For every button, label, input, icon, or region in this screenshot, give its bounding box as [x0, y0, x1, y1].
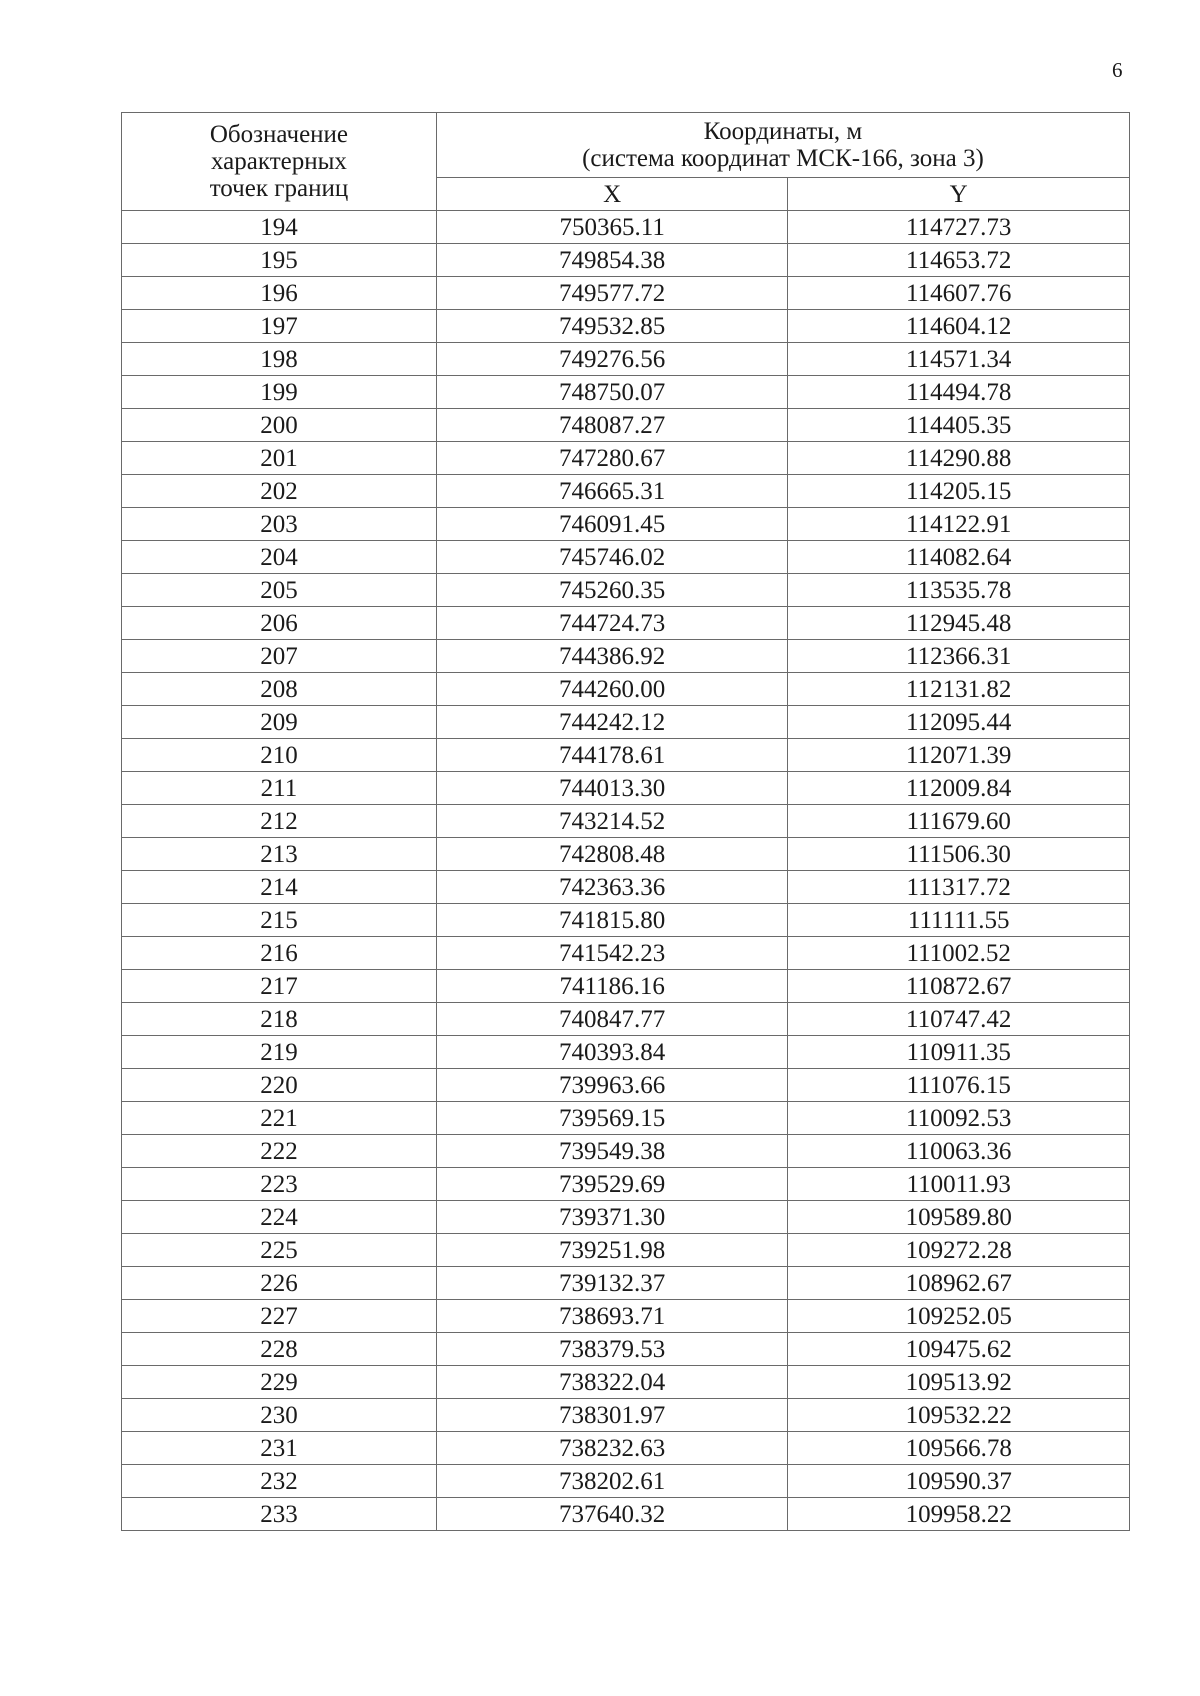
x-coordinate-cell: 748087.27: [436, 409, 788, 442]
y-coordinate-cell: 114494.78: [788, 376, 1130, 409]
y-coordinate-cell: 110063.36: [788, 1135, 1130, 1168]
point-number-cell: 211: [122, 772, 437, 805]
table-row: [122, 706, 1130, 739]
point-number-cell: 217: [122, 970, 437, 1003]
point-number-cell: 229: [122, 1366, 437, 1399]
table-row: [122, 871, 1130, 904]
x-coordinate-cell: 749577.72: [436, 277, 788, 310]
y-coordinate-cell: 109252.05: [788, 1300, 1130, 1333]
table-row: [122, 1069, 1130, 1102]
table-row: [122, 1267, 1130, 1300]
x-coordinate-cell: 738232.63: [436, 1432, 788, 1465]
point-number-cell: 198: [122, 343, 437, 376]
y-coordinate-cell: 114290.88: [788, 442, 1130, 475]
x-coordinate-cell: 738301.97: [436, 1399, 788, 1432]
table-body: [122, 211, 1130, 1531]
point-number-cell: 215: [122, 904, 437, 937]
y-coordinate-cell: 114607.76: [788, 277, 1130, 310]
y-coordinate-cell: 112095.44: [788, 706, 1130, 739]
table-row: [122, 310, 1130, 343]
table-row: [122, 508, 1130, 541]
point-number-cell: 223: [122, 1168, 437, 1201]
table-row: [122, 1399, 1130, 1432]
y-coordinate-cell: 110092.53: [788, 1102, 1130, 1135]
y-coordinate-cell: 109532.22: [788, 1399, 1130, 1432]
y-coordinate-cell: 114571.34: [788, 343, 1130, 376]
x-coordinate-cell: 747280.67: [436, 442, 788, 475]
x-coordinate-cell: 746665.31: [436, 475, 788, 508]
x-coordinate-cell: 740393.84: [436, 1036, 788, 1069]
point-number-cell: 201: [122, 442, 437, 475]
point-number-cell: 231: [122, 1432, 437, 1465]
x-coordinate-cell: 737640.32: [436, 1498, 788, 1531]
table-row: [122, 442, 1130, 475]
table-row: [122, 607, 1130, 640]
point-number-cell: 208: [122, 673, 437, 706]
coordinates-label-line: Координаты, м: [703, 118, 863, 145]
page-number: 6: [1112, 58, 1123, 82]
x-coordinate-cell: 739371.30: [436, 1201, 788, 1234]
point-number-cell: 196: [122, 277, 437, 310]
point-number-cell: 202: [122, 475, 437, 508]
point-label-header: [122, 113, 437, 211]
table-row: [122, 1300, 1130, 1333]
y-coordinate-cell: 111076.15: [788, 1069, 1130, 1102]
x-coordinate-cell: 739529.69: [436, 1168, 788, 1201]
x-coordinate-cell: 748750.07: [436, 376, 788, 409]
y-coordinate-cell: 114205.15: [788, 475, 1130, 508]
table-row: [122, 1036, 1130, 1069]
point-number-cell: 227: [122, 1300, 437, 1333]
table-row: [122, 1498, 1130, 1531]
x-coordinate-cell: 745260.35: [436, 574, 788, 607]
x-coordinate-cell: 738322.04: [436, 1366, 788, 1399]
table-row: [122, 937, 1130, 970]
y-coordinate-cell: 112131.82: [788, 673, 1130, 706]
x-column-header: X: [436, 178, 788, 211]
table-row: [122, 1003, 1130, 1036]
point-number-cell: 203: [122, 508, 437, 541]
point-label-line: Обозначение: [209, 121, 349, 148]
point-number-cell: 216: [122, 937, 437, 970]
x-coordinate-cell: 739569.15: [436, 1102, 788, 1135]
coordinates-label-line: (система координат МСК-166, зона 3): [582, 145, 984, 172]
point-number-cell: 222: [122, 1135, 437, 1168]
y-coordinate-cell: 110911.35: [788, 1036, 1130, 1069]
point-number-cell: 194: [122, 211, 437, 244]
table-row: [122, 1168, 1130, 1201]
table-row: [122, 376, 1130, 409]
point-number-cell: 199: [122, 376, 437, 409]
y-coordinate-cell: 114122.91: [788, 508, 1130, 541]
point-number-cell: 195: [122, 244, 437, 277]
point-number-cell: 205: [122, 574, 437, 607]
y-coordinate-cell: 112009.84: [788, 772, 1130, 805]
table-row: [122, 211, 1130, 244]
table-row: [122, 277, 1130, 310]
table-row: [122, 673, 1130, 706]
point-number-cell: 228: [122, 1333, 437, 1366]
point-number-cell: 204: [122, 541, 437, 574]
point-number-cell: 224: [122, 1201, 437, 1234]
x-coordinate-cell: 742808.48: [436, 838, 788, 871]
y-coordinate-cell: 114604.12: [788, 310, 1130, 343]
point-number-cell: 218: [122, 1003, 437, 1036]
y-coordinate-cell: 108962.67: [788, 1267, 1130, 1300]
y-coordinate-cell: 109272.28: [788, 1234, 1130, 1267]
point-number-cell: 232: [122, 1465, 437, 1498]
y-coordinate-cell: 109475.62: [788, 1333, 1130, 1366]
table-row: [122, 541, 1130, 574]
x-coordinate-cell: 738202.61: [436, 1465, 788, 1498]
table-row: [122, 739, 1130, 772]
table-row: [122, 904, 1130, 937]
x-coordinate-cell: 744724.73: [436, 607, 788, 640]
y-coordinate-cell: 109513.92: [788, 1366, 1130, 1399]
y-coordinate-cell: 111317.72: [788, 871, 1130, 904]
y-coordinate-cell: 112071.39: [788, 739, 1130, 772]
y-coordinate-cell: 110747.42: [788, 1003, 1130, 1036]
x-coordinate-cell: 740847.77: [436, 1003, 788, 1036]
point-number-cell: 206: [122, 607, 437, 640]
x-coordinate-cell: 750365.11: [436, 211, 788, 244]
y-coordinate-cell: 110011.93: [788, 1168, 1130, 1201]
table-row: [122, 772, 1130, 805]
x-coordinate-cell: 739963.66: [436, 1069, 788, 1102]
y-coordinate-cell: 112366.31: [788, 640, 1130, 673]
x-coordinate-cell: 743214.52: [436, 805, 788, 838]
y-coordinate-cell: 109589.80: [788, 1201, 1130, 1234]
x-coordinate-cell: 741542.23: [436, 937, 788, 970]
point-number-cell: 209: [122, 706, 437, 739]
y-coordinate-cell: 113535.78: [788, 574, 1130, 607]
table-row: [122, 475, 1130, 508]
x-coordinate-cell: 744260.00: [436, 673, 788, 706]
point-number-cell: 233: [122, 1498, 437, 1531]
table-row: [122, 1135, 1130, 1168]
x-coordinate-cell: 744013.30: [436, 772, 788, 805]
x-coordinate-cell: 746091.45: [436, 508, 788, 541]
point-number-cell: 214: [122, 871, 437, 904]
point-number-cell: 225: [122, 1234, 437, 1267]
y-coordinate-cell: 114727.73: [788, 211, 1130, 244]
x-coordinate-cell: 739132.37: [436, 1267, 788, 1300]
y-coordinate-cell: 114653.72: [788, 244, 1130, 277]
point-number-cell: 221: [122, 1102, 437, 1135]
y-coordinate-cell: 114082.64: [788, 541, 1130, 574]
point-number-cell: 219: [122, 1036, 437, 1069]
table-row: [122, 244, 1130, 277]
x-coordinate-cell: 745746.02: [436, 541, 788, 574]
point-label-line: точек границ: [209, 175, 349, 202]
x-coordinate-cell: 738379.53: [436, 1333, 788, 1366]
coordinates-header: [436, 113, 1129, 178]
table-row: [122, 1201, 1130, 1234]
y-coordinate-cell: 111506.30: [788, 838, 1130, 871]
x-coordinate-cell: 749276.56: [436, 343, 788, 376]
table-row: [122, 1366, 1130, 1399]
table-row: [122, 1234, 1130, 1267]
y-coordinate-cell: 110872.67: [788, 970, 1130, 1003]
x-coordinate-cell: 738693.71: [436, 1300, 788, 1333]
point-number-cell: 210: [122, 739, 437, 772]
x-coordinate-cell: 744178.61: [436, 739, 788, 772]
y-column-header: Y: [788, 178, 1130, 211]
x-coordinate-cell: 742363.36: [436, 871, 788, 904]
table-row: [122, 805, 1130, 838]
point-number-cell: 213: [122, 838, 437, 871]
coordinates-table: [121, 112, 1130, 1531]
point-number-cell: 226: [122, 1267, 437, 1300]
point-number-cell: 220: [122, 1069, 437, 1102]
table-row: [122, 1333, 1130, 1366]
point-number-cell: 200: [122, 409, 437, 442]
table-row: [122, 838, 1130, 871]
x-coordinate-cell: 744242.12: [436, 706, 788, 739]
table-row: [122, 343, 1130, 376]
y-coordinate-cell: 109958.22: [788, 1498, 1130, 1531]
x-coordinate-cell: 739251.98: [436, 1234, 788, 1267]
point-number-cell: 207: [122, 640, 437, 673]
point-number-cell: 230: [122, 1399, 437, 1432]
y-coordinate-cell: 109566.78: [788, 1432, 1130, 1465]
point-number-cell: 212: [122, 805, 437, 838]
table-row: [122, 1432, 1130, 1465]
y-coordinate-cell: 111679.60: [788, 805, 1130, 838]
y-coordinate-cell: 114405.35: [788, 409, 1130, 442]
table-row: [122, 409, 1130, 442]
y-coordinate-cell: 111111.55: [788, 904, 1130, 937]
table-row: [122, 1465, 1130, 1498]
x-coordinate-cell: 744386.92: [436, 640, 788, 673]
y-coordinate-cell: 112945.48: [788, 607, 1130, 640]
x-coordinate-cell: 741815.80: [436, 904, 788, 937]
x-coordinate-cell: 749854.38: [436, 244, 788, 277]
table-row: [122, 1102, 1130, 1135]
y-coordinate-cell: 111002.52: [788, 937, 1130, 970]
table-row: [122, 970, 1130, 1003]
table-row: [122, 640, 1130, 673]
x-coordinate-cell: 739549.38: [436, 1135, 788, 1168]
x-coordinate-cell: 741186.16: [436, 970, 788, 1003]
y-coordinate-cell: 109590.37: [788, 1465, 1130, 1498]
x-coordinate-cell: 749532.85: [436, 310, 788, 343]
point-label-line: характерных: [211, 148, 347, 175]
table-row: [122, 574, 1130, 607]
point-number-cell: 197: [122, 310, 437, 343]
